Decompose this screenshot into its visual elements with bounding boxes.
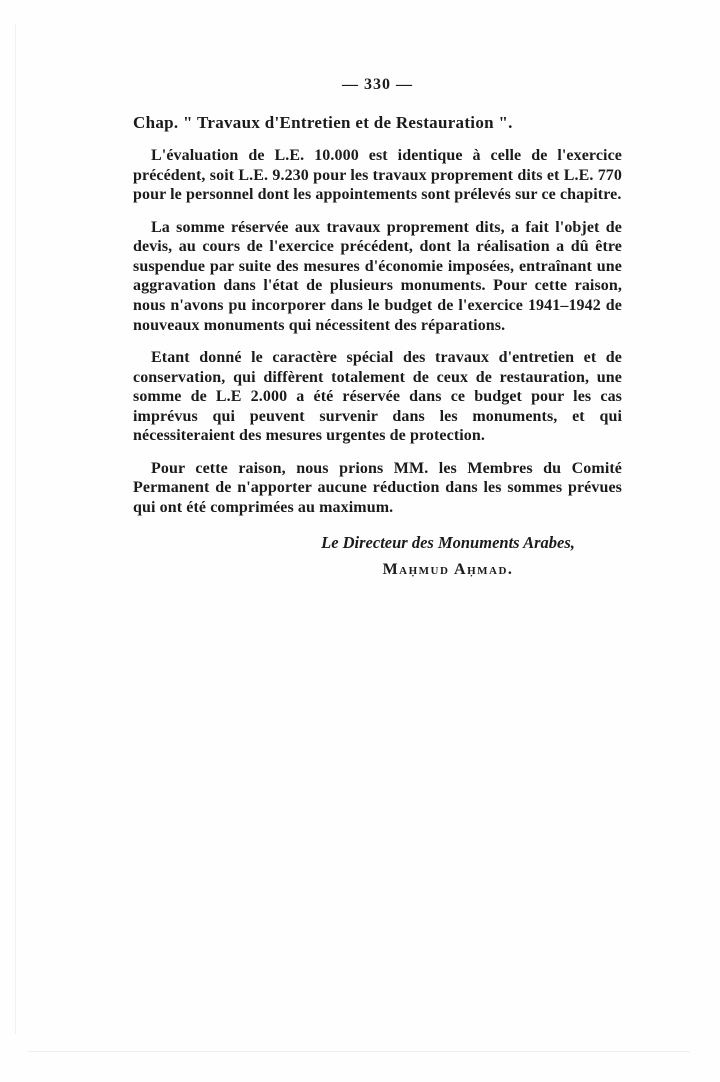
- page-content: [133, 76, 622, 580]
- scan-edge-artifact-left: [15, 24, 16, 1034]
- scan-edge-artifact-bottom: [28, 1051, 690, 1052]
- paragraph-comite-permanent: Pour cette raison, nous prions MM. les Membres du Comité Permanent de n'apporter aucune réduction dans les sommes prévues qui ont été comprimées au maximum.: [133, 459, 622, 516]
- signature-block: [273, 533, 623, 580]
- paragraph-caractere-special: Etant donné le caractère spécial des travaux d'entretien et de conservation, qui diffèrent totalement de ceux de restauration, une somme de L.E 2.000 a été réservée dans ce budget pour les cas imprévus qui peuvent survenir dans les monuments, et qui nécessiteraient des mesures urgentes de protection.: [133, 349, 622, 445]
- paragraph-somme-reservee: La somme réservée aux travaux proprement dits, a fait l'objet de devis, au cours de l'exercice précédent, dont la réalisation a dû être suspendue par suite des mesures d'économie imposées, entraînant une aggravation dans l'état de plusieurs monuments. Pour cette raison, nous n'avons pu incorporer dans le budget de l'exercice 1941–1942 de nouveaux monuments qui nécessitent des réparations.: [133, 218, 622, 334]
- paragraph-evaluation: L'évaluation de L.E. 10.000 est identique à celle de l'exercice précédent, soit L.E. 9.230 pour les travaux proprement dits et L.E. 770 pour le personnel dont les appointements sont prélevés sur ce chapitre.: [133, 147, 622, 204]
- page-number: — 330 —: [342, 76, 413, 93]
- chapter-heading: Chap. " Travaux d'Entretien et de Restauration ".: [133, 113, 513, 132]
- signature-title: Le Directeur des Monuments Arabes,: [321, 533, 575, 553]
- signature-name: Maḥmud Aḥmad.: [382, 561, 514, 579]
